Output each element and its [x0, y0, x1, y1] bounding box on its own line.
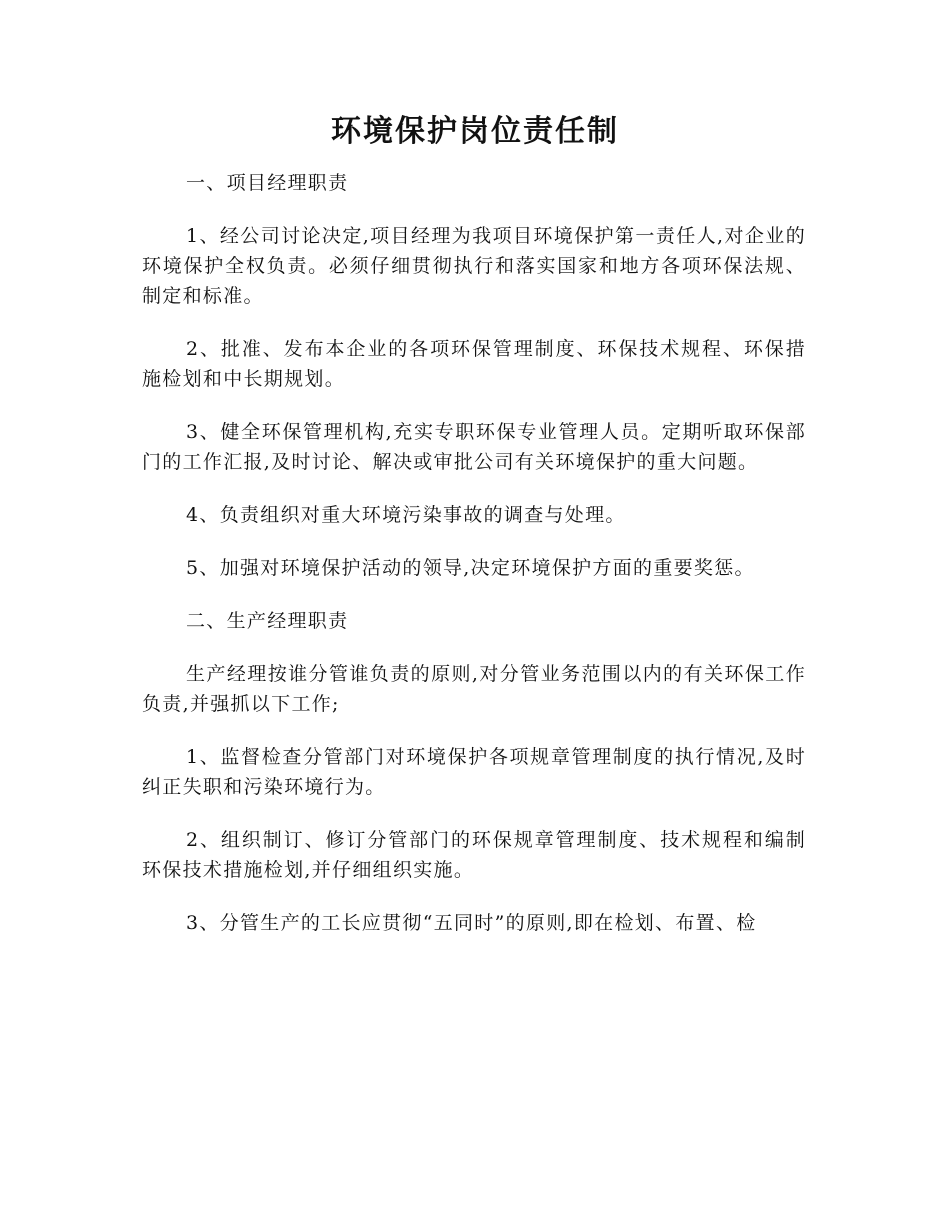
paragraph-project-manager-duty-1: 1、经公司讨论决定,项目经理为我项目环境保护第一责任人,对企业的环境保护全权负责。必须仔细贯彻执行和落实国家和地方各项环保法规、制定和标准。 [142, 225, 806, 307]
document-body [142, 168, 806, 961]
paragraph-project-manager-duty-2: 2、批准、发布本企业的各项环保管理制度、环保技术规程、环保措施检划和中长期规划。 [142, 338, 806, 390]
section-heading-production-manager: 二、生产经理职责 [186, 610, 349, 632]
paragraph-project-manager-duty-3: 3、健全环保管理机构,充实专职环保专业管理人员。定期听取环保部门的工作汇报,及时讨论、解决或审批公司有关环境保护的重大问题。 [142, 421, 806, 473]
document-title: 环境保护岗位责任制 [331, 114, 619, 149]
paragraph-project-manager-duty-4: 4、负责组织对重大环境污染事故的调查与处理。 [186, 504, 626, 526]
paragraph-production-manager-intro: 生产经理按谁分管谁负责的原则,对分管业务范围以内的有关环保工作负责,并强抓以下工作; [142, 663, 806, 715]
paragraph-production-manager-duty-2: 2、组织制订、修订分管部门的环保规章管理制度、技术规程和编制环保技术措施检划,并仔细组织实施。 [142, 829, 806, 881]
paragraph-production-manager-duty-1: 1、监督检查分管部门对环境保护各项规章管理制度的执行情况,及时纠正失职和污染环境行为。 [142, 746, 806, 798]
section-heading-project-manager: 一、项目经理职责 [186, 172, 349, 194]
paragraph-project-manager-duty-5: 5、加强对环境保护活动的领导,决定环境保护方面的重要奖惩。 [186, 557, 755, 579]
paragraph-production-manager-duty-3: 3、分管生产的工长应贯彻“五同时”的原则,即在检划、布置、检 [186, 912, 757, 934]
